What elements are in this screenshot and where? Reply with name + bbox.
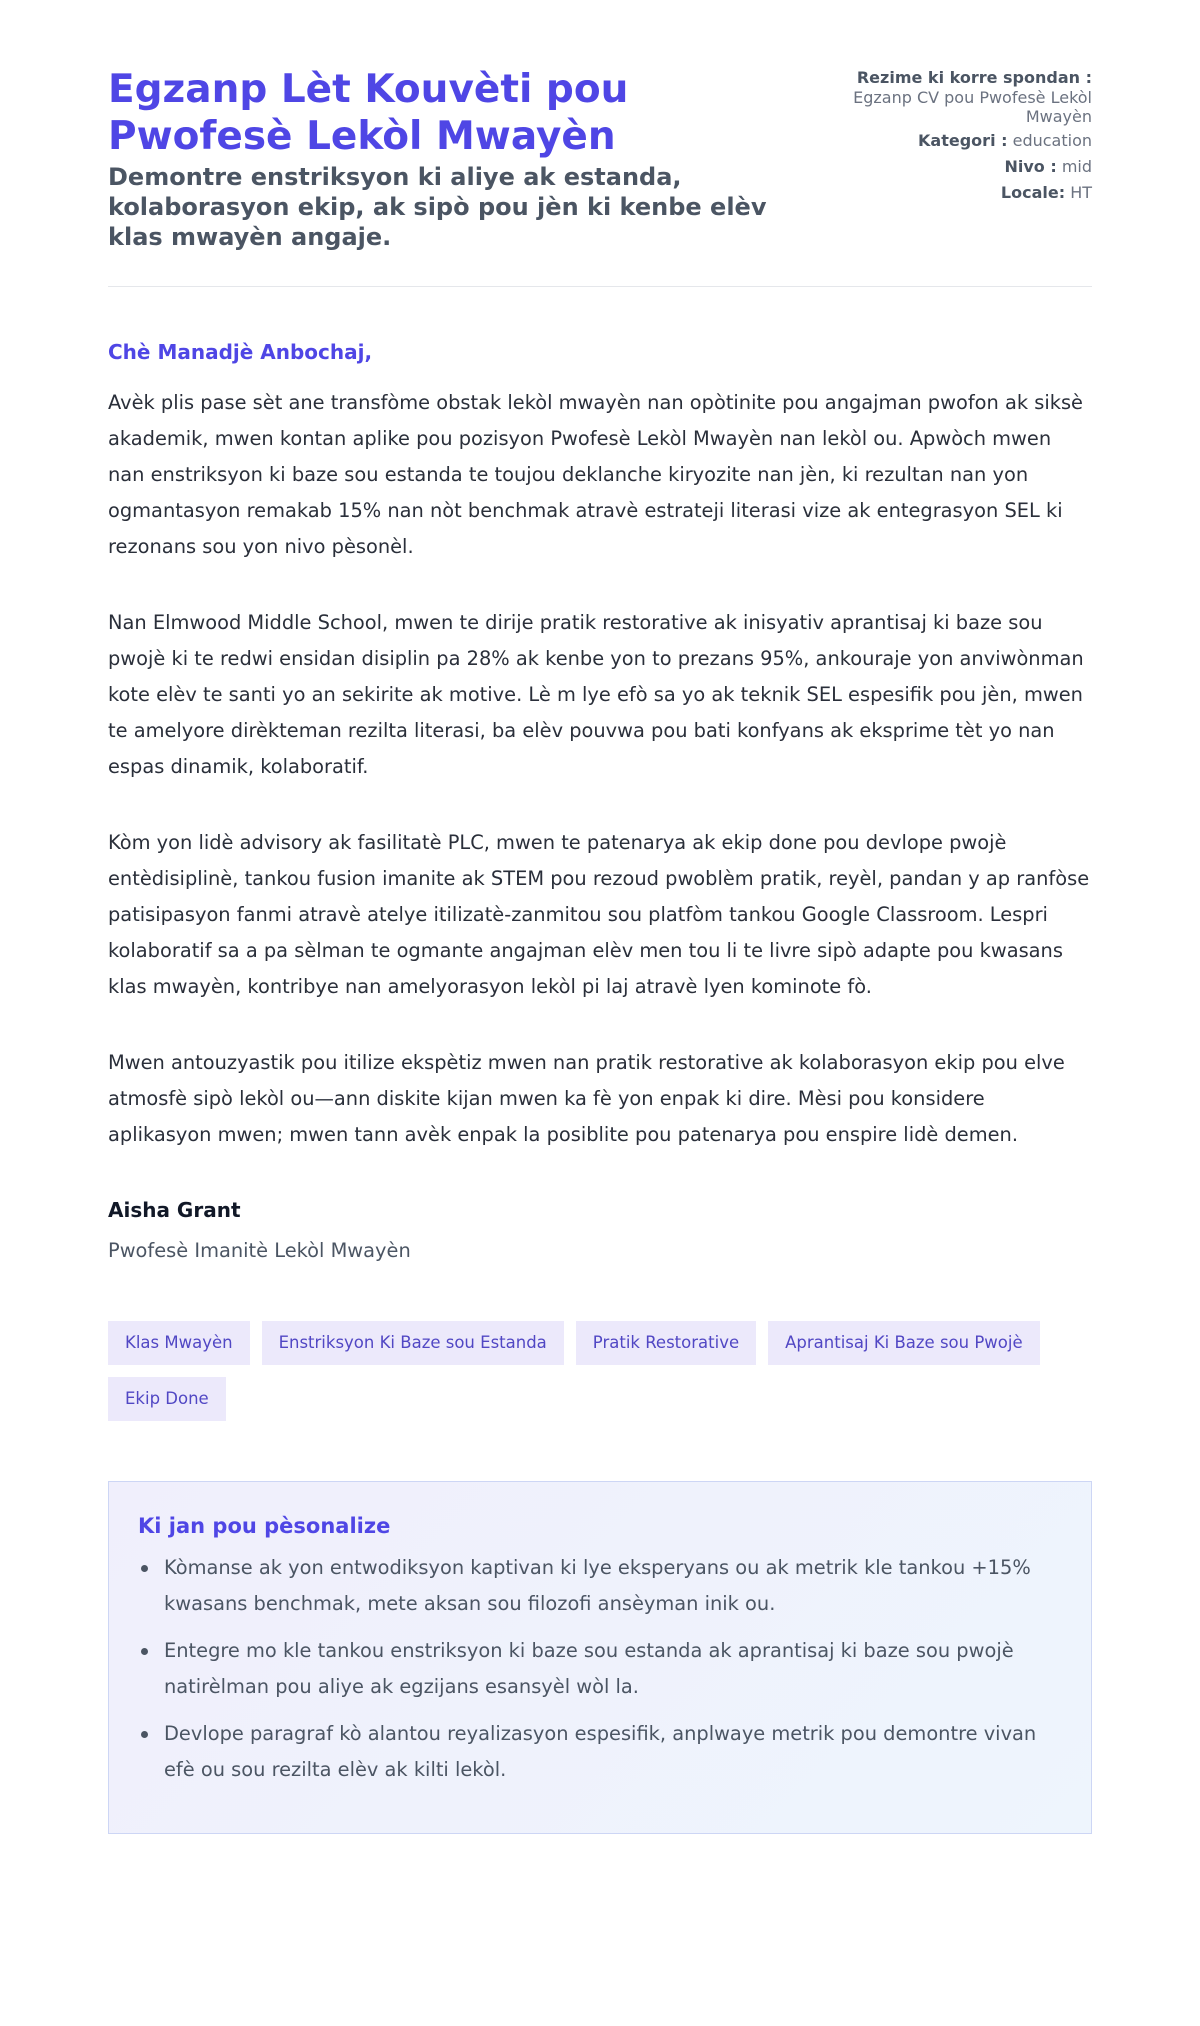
meta-locale xyxy=(803,183,1092,203)
tip-item: Kòmanse ak yon entwodiksyon kaptivan ki lye eksperyans ou ak metrik kle tankou +15% kwasans benchmak, mete aksan sou filozofi ansèyman inik ou. xyxy=(164,1550,1061,1622)
document-title: Egzanp Lèt Kouvèti pou Pwofesè Lekòl Mwayèn xyxy=(108,67,629,159)
header-divider xyxy=(108,286,1092,287)
document-meta xyxy=(803,66,1092,209)
signature-name: Aisha Grant xyxy=(108,1198,241,1222)
meta-resume-label: Rezime ki korre spondan : xyxy=(856,68,1092,87)
header-title-block xyxy=(108,66,803,252)
letter-salutation: Chè Manadjè Anbochaj, xyxy=(108,340,373,364)
customize-tips-box xyxy=(108,1481,1092,1834)
meta-level-value: mid xyxy=(1061,157,1092,176)
tips-title: Ki jan pou pèsonalize xyxy=(138,1514,391,1538)
tip-item: Entegre mo kle tankou enstriksyon ki baze sou estanda ak aprantisaj ki baze sou pwojè natirèlman pou aliye ak egzijans esansyèl wòl la. xyxy=(164,1633,1061,1705)
letter-paragraph: Mwen antouzyastik pou itilize ekspètiz mwen nan pratik restorative ak kolaborasyon ekip pou elve atmosfè sipò lekòl ou—ann diskite kijan mwen ka fè yon enpak ki dire. Mèsi pou konsidere aplikasyon mwen; mwen tann avèk enpak la posiblite pou patenarya pou enspire lidè demen. xyxy=(108,1051,1065,1146)
letter-paragraph: Kòm yon lidè advisory ak fasilitatè PLC, mwen te patenarya ak ekip done pou devlope pwojè entèdisiplinè, tankou fusion imanite ak STEM pou rezoud pwoblèm pratik, reyèl, pandan y ap ranfòse patisipasyon fanmi atravè atelye itilizatè-zanmitou sou platfòm tankou Google Classroom. Lespri kolaboratif sa a pa sèlman te ogmante angajman elèv men tou li te livre sipò adapte pou kwasans klas mwayèn, kontribye nan amelyorasyon lekòl pi laj atravè lyen kominote fò. xyxy=(108,831,1090,998)
skill-tag: Enstriksyon Ki Baze sou Estanda xyxy=(262,1321,564,1365)
meta-level xyxy=(803,157,1092,177)
skill-tag: Pratik Restorative xyxy=(576,1321,756,1365)
skill-tag: Aprantisaj Ki Baze sou Pwojè xyxy=(768,1321,1040,1365)
skill-tag: Ekip Done xyxy=(108,1377,226,1421)
meta-resume-value: Egzanp CV pou Pwofesè Lekòl Mwayèn xyxy=(853,88,1092,126)
meta-locale-value: HT xyxy=(1070,183,1092,202)
meta-category-value: education xyxy=(1012,131,1092,150)
meta-level-label: Nivo : xyxy=(1004,157,1057,176)
tips-list xyxy=(138,1550,1061,1788)
skill-tag: Klas Mwayèn xyxy=(108,1321,250,1365)
meta-resume xyxy=(803,68,1092,126)
document-header xyxy=(108,0,1092,252)
document-subtitle: Demontre enstriksyon ki aliye ak estanda, kolaborasyon ekip, ak sipò pou jèn ki kenbe elèv klas mwayèn angaje. xyxy=(108,163,767,251)
meta-category-label: Kategori : xyxy=(918,131,1008,150)
meta-locale-label: Locale: xyxy=(1000,183,1066,202)
letter-paragraph: Nan Elmwood Middle School, mwen te dirije pratik restorative ak inisyativ aprantisaj ki baze sou pwojè ki te redwi ensidan disiplin pa 28% ak kenbe yon to prezans 95%, ankouraje yon anviwònman kote elèv te santi yo an sekirite ak motive. Lè m lye efò sa yo ak teknik SEL espesifik pou jèn, mwen te amelyore dirèkteman rezilta literasi, ba elèv pouvwa pou bati konfyans ak eksprime tèt yo nan espas dinamik, kolaboratif. xyxy=(108,611,1084,778)
letter-paragraph: Avèk plis pase sèt ane transfòme obstak lekòl mwayèn nan opòtinite pou angajman pwofon ak siksè akademik, mwen kontan aplike pou pozisyon Pwofesè Lekòl Mwayèn nan lekòl ou. Apwòch mwen nan enstriksyon ki baze sou estanda te toujou deklanche kiryozite nan jèn, ki rezultan nan yon ogmantasyon remakab 15% nan nòt benchmak atravè estrateji literasi vize ak entegrasyon SEL ki rezonans sou yon nivo pèsonèl. xyxy=(108,391,1083,558)
letter-signature xyxy=(108,1197,1092,1265)
letter-body xyxy=(108,385,1092,1153)
tip-item: Devlope paragraf kò alantou reyalizasyon espesifik, anplwaye metrik pou demontre vivan efè ou sou rezilta elèv ak kilti lekòl. xyxy=(164,1716,1061,1788)
skill-tags xyxy=(108,1321,1092,1421)
meta-category xyxy=(803,131,1092,151)
signature-title: Pwofesè Imanitè Lekòl Mwayèn xyxy=(108,1239,411,1262)
